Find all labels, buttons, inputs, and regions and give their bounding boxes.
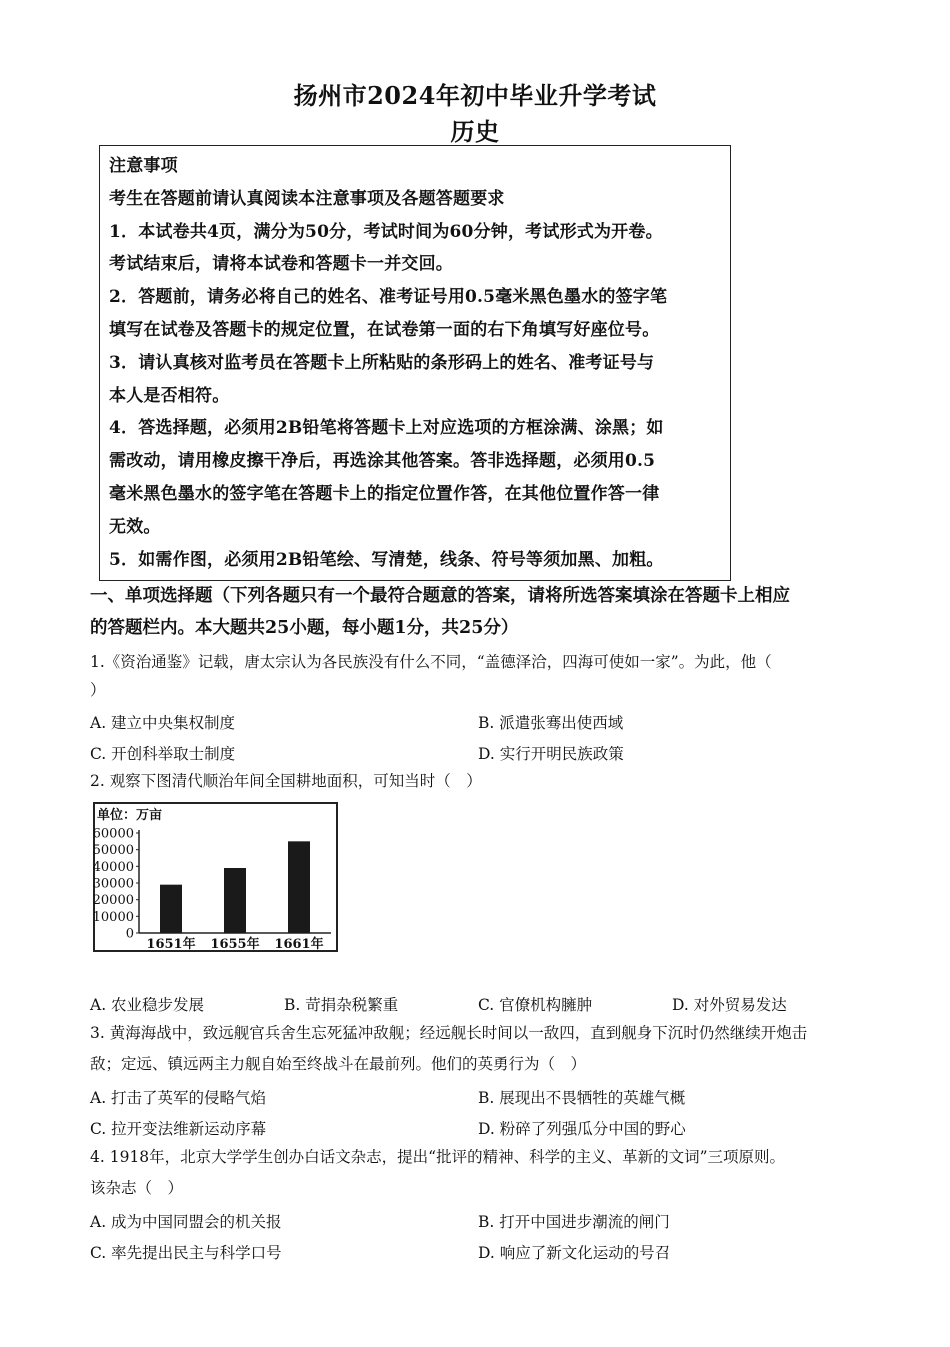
chart-y-tick-label: 20000 <box>93 893 134 909</box>
question-2-option-a: A. 农业稳步发展 <box>90 996 205 1014</box>
notice-line: 毫米黑色墨水的签字笔在答题卡上的指定位置作答，在其他位置作答一律 <box>109 483 660 504</box>
question-4-stem-cont: 该杂志（ ） <box>90 1179 184 1197</box>
notice-line: 4．答选择题，必须用2B铅笔将答题卡上对应选项的方框涂满、涂黑；如 <box>109 418 664 439</box>
exam-subject: 历史 <box>450 117 500 146</box>
chart-bar <box>224 868 246 933</box>
question-1-option-b: B. 派遣张骞出使西域 <box>478 714 624 732</box>
question-4-stem: 4. 1918年，北京大学学生创办白话文杂志，提出“批评的精神、科学的主义、革新的文词”三项原则。 <box>90 1148 786 1166</box>
notice-line: 5．如需作图，必须用2B铅笔绘、写清楚，线条、符号等须加黑、加粗。 <box>109 549 664 570</box>
question-2-stem: 2. 观察下图清代顺治年间全国耕地面积，可知当时（ ） <box>90 772 482 790</box>
chart-y-tick-label: 50000 <box>93 843 134 859</box>
notice-line: 2．答题前，请务必将自己的姓名、准考证号用0.5毫米黑色墨水的签字笔 <box>109 287 668 308</box>
question-3-stem-cont: 敌；定远、镇远两主力舰自始至终战斗在最前列。他们的英勇行为（ ） <box>90 1055 587 1073</box>
notice-line: 填写在试卷及答题卡的规定位置，在试卷第一面的右下角填写好座位号。 <box>109 319 660 340</box>
question-2-option-c: C. 官僚机构臃肿 <box>478 996 593 1014</box>
notice-box <box>99 145 731 581</box>
question-3-option-a: A. 打击了英军的侵略气焰 <box>90 1089 267 1107</box>
question-1-stem-cont: ） <box>90 681 106 699</box>
question-3-option-d: D. 粉碎了列强瓜分中国的野心 <box>478 1120 686 1138</box>
question-1-option-a: A. 建立中央集权制度 <box>90 714 236 732</box>
notice-line: 考试结束后，请将本试卷和答题卡一并交回。 <box>109 254 453 275</box>
notice-line: 3．请认真核对监考员在答题卡上所粘贴的条形码上的姓名、准考证号与 <box>109 352 655 373</box>
notice-line: 需改动，请用橡皮擦干净后，再选涂其他答案。答非选择题，必须用0.5 <box>109 451 656 472</box>
chart-unit-label: 单位：万亩 <box>97 808 163 823</box>
notice-line: 无效。 <box>109 516 161 537</box>
chart-x-tick-label: 1661年 <box>274 937 324 952</box>
section-heading-line1: 一、单项选择题（下列各题只有一个最符合题意的答案，请将所选答案填涂在答题卡上相应 <box>90 586 790 606</box>
question-3-stem: 3. 黄海海战中，致远舰官兵舍生忘死猛冲敌舰；经远舰长时间以一敌四，直到舰身下沉时仍然继续开炮击 <box>90 1024 808 1042</box>
question-4-option-a: A. 成为中国同盟会的机关报 <box>90 1213 282 1231</box>
notice-intro: 考生在答题前请认真阅读本注意事项及各题答题要求 <box>109 188 505 209</box>
chart-x-tick-label: 1655年 <box>210 937 260 952</box>
notice-line: 1．本试卷共4页，满分为50分，考试时间为60分钟，考试形式为开卷。 <box>109 221 663 242</box>
chart-bar <box>160 885 182 933</box>
chart-bar <box>288 841 310 933</box>
notice-line: 本人是否相符。 <box>109 385 230 406</box>
question-2-option-d: D. 对外贸易发达 <box>672 996 787 1014</box>
notice-heading: 注意事项 <box>109 156 178 176</box>
exam-title: 扬州市2024年初中毕业升学考试 <box>293 81 657 110</box>
question-2-option-b: B. 苛捐杂税繁重 <box>284 996 399 1014</box>
question-3-option-b: B. 展现出不畏牺牲的英雄气概 <box>478 1089 686 1107</box>
chart-y-tick-label: 0 <box>125 926 134 942</box>
question-4-option-d: D. 响应了新文化运动的号召 <box>478 1244 671 1262</box>
section-heading-line2: 的答题栏内。本大题共25小题，每小题1分，共25分） <box>90 618 519 638</box>
question-1-stem: 1.《资治通鉴》记载，唐太宗认为各民族没有什么不同，“盖德泽洽，四海可使如一家”。为此，他（ <box>90 653 772 671</box>
chart-y-tick-label: 10000 <box>93 909 134 925</box>
chart-y-tick-label: 60000 <box>93 826 134 842</box>
chart-y-tick-label: 30000 <box>93 876 134 892</box>
chart-y-tick-label: 40000 <box>93 859 134 875</box>
question-4-option-b: B. 打开中国进步潮流的闸门 <box>478 1213 670 1231</box>
question-4-option-c: C. 率先提出民主与科学口号 <box>90 1244 282 1262</box>
question-1-option-d: D. 实行开明民族政策 <box>478 745 624 763</box>
question-3-option-c: C. 拉开变法维新运动序幕 <box>90 1120 267 1138</box>
chart-x-tick-label: 1651年 <box>146 937 196 952</box>
farmland-bar-chart <box>93 802 338 952</box>
question-1-option-c: C. 开创科举取士制度 <box>90 745 236 763</box>
